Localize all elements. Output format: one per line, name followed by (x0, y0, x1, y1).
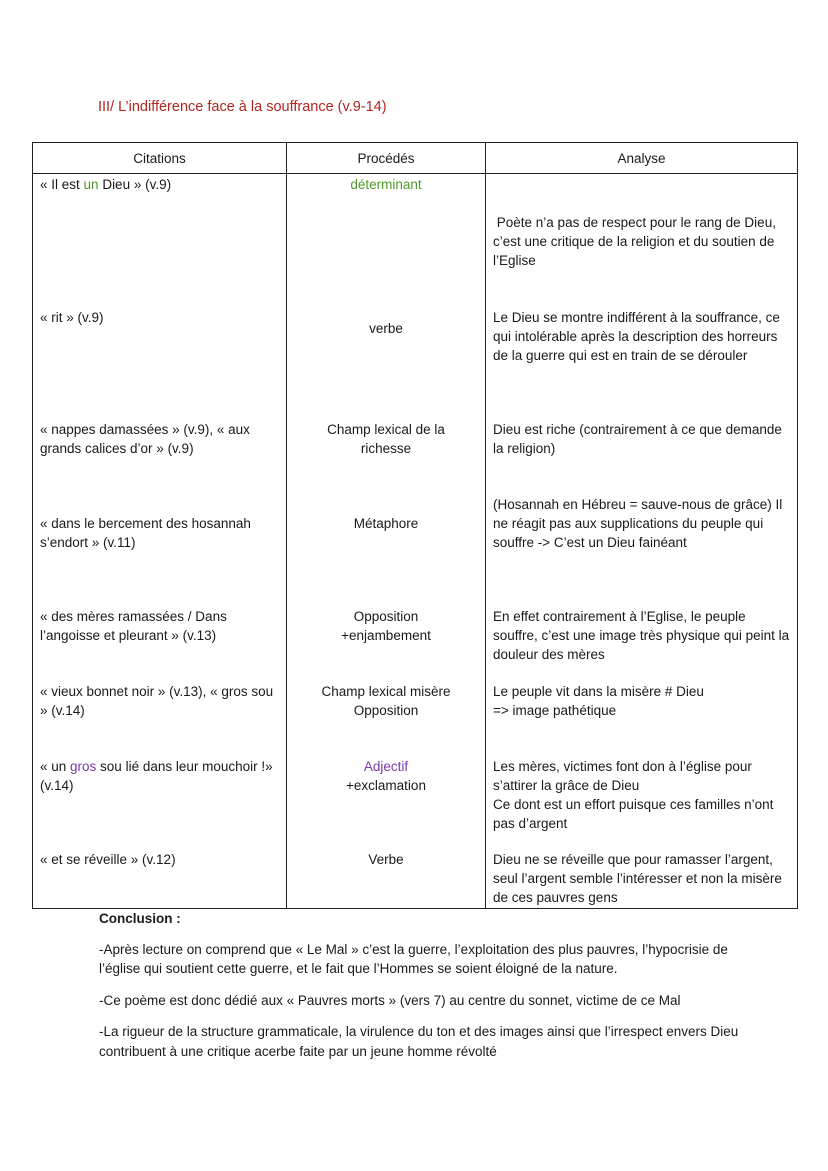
cell-citation (33, 420, 287, 495)
cell-procede (287, 308, 486, 420)
citation-text: « rit » (v.9) (40, 310, 104, 325)
procede-text: Champ lexical misère (321, 684, 451, 699)
cell-analyse (486, 757, 798, 850)
cell-citation (33, 757, 287, 850)
procede-text: déterminant (350, 177, 422, 192)
procede-text: Champ lexical de la richesse (327, 422, 445, 456)
section-heading: III/ L’indifférence face à la souffrance (v.9-14) (98, 99, 387, 115)
citation-text: « et se réveille » (v.12) (40, 852, 176, 867)
cell-analyse (486, 174, 798, 309)
analyse-text: => image pathétique (493, 703, 617, 718)
header-analyse: Analyse (486, 143, 798, 174)
conclusion-section (99, 909, 739, 1073)
citation-text: Dieu » (v.9) (98, 177, 172, 192)
cell-analyse (486, 495, 798, 607)
analyse-text: Les mères, victimes font don à l’église pour s’attirer la grâce de Dieu (493, 759, 752, 793)
table-row (33, 757, 798, 850)
conclusion-paragraph: -Après lecture on comprend que « Le Mal » c’est la guerre, l’exploitation des plus pauvres, l’hypocrisie de l’église qui soutient cette guerre, et le fait que l’Hommes se soient éloigné de la nature. (99, 941, 728, 976)
analyse-text: En effet contrairement à l’Eglise, le peuple souffre, c’est une image très physique qui peint la douleur des mères (493, 609, 790, 662)
analyse-text: Le Dieu se montre indifférent à la souffrance, ce qui intolérable après la description des horreurs de la guerre qui est en train de se dérouler (493, 310, 780, 363)
conclusion-paragraph: -Ce poème est donc dédié aux « Pauvres morts » (vers 7) au centre du sonnet, victime de ce Mal (99, 992, 681, 1008)
analyse-text: Ce dont est un effort puisque ces familles n’ont pas d’argent (493, 797, 774, 831)
table-row (33, 174, 798, 309)
analyse-text: (Hosannah en Hébreu = sauve-nous de grâce) Il ne réagit pas aux supplications du peuple qui souffre -> C’est un Dieu fainéant (493, 497, 783, 550)
analysis-table (32, 142, 798, 909)
table-row (33, 850, 798, 908)
procede-text: +exclamation (346, 778, 426, 793)
analyse-text: Poète n’a pas de respect pour le rang de Dieu, c’est une critique de la religion et du soutien de l’Eglise (493, 215, 780, 268)
cell-procede (287, 850, 486, 908)
citation-text: sou lié dans leur mouchoir !» (v.14) (40, 759, 273, 793)
table-row (33, 308, 798, 420)
analyse-text: Dieu ne se réveille que pour ramasser l’argent, seul l’argent semble l’intéresser et non la misère de ces pauvres gens (493, 852, 782, 905)
cell-citation (33, 495, 287, 607)
analyse-text: Le peuple vit dans la misère # Dieu (493, 684, 704, 699)
table-row (33, 495, 798, 607)
cell-citation (33, 607, 287, 682)
cell-citation (33, 682, 287, 757)
citation-text: « un (40, 759, 71, 774)
procede-text: Opposition (353, 703, 419, 718)
table-row (33, 607, 798, 682)
citation-text: « dans le bercement des hosannah s’endort » (v.11) (40, 516, 251, 550)
conclusion-paragraph: -La rigueur de la structure grammaticale, la virulence du ton et des images ainsi que l’irrespect envers Dieu contribuent à une critique acerbe faite par un jeune homme révolté (99, 1024, 739, 1059)
cell-procede (287, 682, 486, 757)
cell-analyse (486, 682, 798, 757)
highlight-word: gros (70, 759, 97, 774)
table-header-row (33, 143, 798, 174)
procede-text: Adjectif (363, 759, 409, 774)
highlight-word: un (83, 177, 99, 192)
procede-text: verbe (369, 321, 403, 336)
cell-procede (287, 495, 486, 607)
analyse-text: Dieu est riche (contrairement à ce que demande la religion) (493, 422, 782, 456)
procede-text: Verbe (368, 852, 404, 867)
cell-analyse (486, 850, 798, 908)
table-row (33, 682, 798, 757)
cell-citation (33, 850, 287, 908)
cell-citation (33, 308, 287, 420)
cell-procede (287, 757, 486, 850)
cell-citation (33, 174, 287, 309)
cell-procede (287, 607, 486, 682)
citation-text: « des mères ramassées / Dans l’angoisse et pleurant » (v.13) (40, 609, 227, 643)
citation-text: « vieux bonnet noir » (v.13), « gros sou » (v.14) (40, 684, 274, 718)
conclusion-title: Conclusion : (99, 911, 181, 926)
procede-text: Métaphore (353, 516, 419, 531)
cell-analyse (486, 420, 798, 495)
cell-analyse (486, 607, 798, 682)
cell-analyse (486, 308, 798, 420)
procede-text: +enjambement (341, 628, 431, 643)
citation-text: « nappes damassées » (v.9), « aux grands calices d’or » (v.9) (40, 422, 250, 456)
header-procedes: Procédés (287, 143, 486, 174)
table-row (33, 420, 798, 495)
cell-procede (287, 174, 486, 309)
citation-text: « Il est (40, 177, 84, 192)
procede-text: Opposition (353, 609, 419, 624)
header-citations: Citations (33, 143, 287, 174)
cell-procede (287, 420, 486, 495)
